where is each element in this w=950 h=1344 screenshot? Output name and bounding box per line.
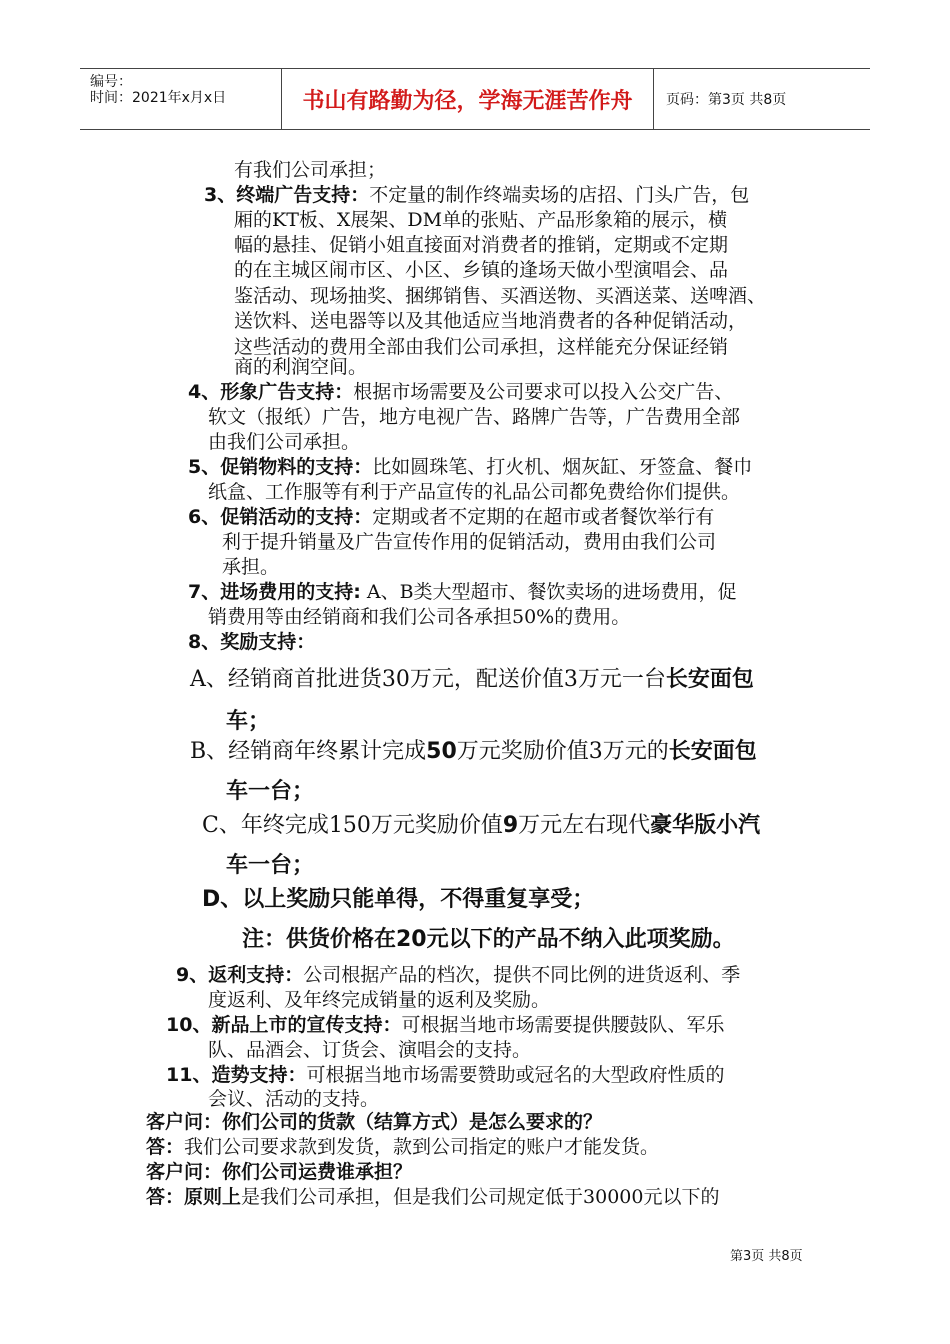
reward-c-highlight: 豪华版小汽 [650, 813, 761, 838]
item-9-line: 公司根据产品的档次，提供不同比例的进货返利、季 [303, 964, 741, 986]
answer-1 [146, 1135, 659, 1161]
item-6-title: 6、促销活动的支持： [188, 506, 373, 528]
header-motto: 书山有路勤为径，学海无涯苦作舟 [282, 69, 654, 129]
reward-b-text: B、经销商年终累计完成 [190, 739, 427, 764]
item-3 [204, 183, 749, 209]
item-11-line: 会议、活动的支持。 [208, 1088, 380, 1110]
item-11 [166, 1063, 724, 1089]
answer-2-text: 是我们公司承担，但是我们公司规定低于30000元以下的 [241, 1186, 720, 1208]
reward-d [202, 886, 594, 914]
reward-c-cont [226, 852, 314, 880]
item-9 [176, 963, 740, 989]
reward-b-highlight: 车一台； [226, 779, 315, 804]
reward-note-text: 注：供货价格在20元以下的产品不纳入此项奖励。 [242, 927, 735, 952]
reward-a-cont [226, 708, 270, 736]
item-3-line: 送饮料、送电器等以及其他适应当地消费者的各种促销活动， [234, 310, 748, 332]
reward-b-amount: 50 [426, 739, 457, 764]
reward-c-amount: 9 [502, 813, 519, 838]
question-1 [146, 1110, 602, 1136]
reward-a-text: A、经销商首批进货30万元，配送价值3万元一台 [190, 667, 666, 692]
item-5-line: 纸盒、工作服等有利于产品宣传的礼品公司都免费给你们提供。 [208, 481, 741, 503]
item-8 [188, 630, 315, 656]
item-11-title: 11、造势支持： [166, 1064, 307, 1086]
item-3-line: 商的利润空间。 [234, 356, 368, 378]
question-1-text: 客户问：你们公司的货款（结算方式）是怎么要求的？ [146, 1111, 603, 1133]
document-number-label: 编号： [90, 74, 132, 90]
question-2 [146, 1160, 412, 1186]
item-5-line: 比如圆珠笔、打火机、烟灰缸、牙签盒、餐巾 [372, 456, 753, 478]
item-4-line: 由我们公司承担。 [208, 431, 361, 453]
reward-b [190, 738, 757, 766]
header-page-label: 页码：第3页 共8页 [666, 92, 787, 108]
item-7 [188, 580, 737, 606]
page-footer: 第3页 共8页 [730, 1249, 803, 1264]
item-9-line: 度返利、及年终完成销量的返利及奖励。 [208, 989, 551, 1011]
item-4-line: 软文（报纸）广告，地方电视广告、路牌广告等，广告费用全部 [208, 406, 741, 428]
item-3-line: 这些活动的费用全部由我们公司承担，这样能充分保证经销 [234, 336, 729, 358]
item-3-line: 厢的KT板、X展架、DM单的张贴、产品形象箱的展示，横 [234, 209, 728, 231]
item-7-title: 7、进场费用的支持: [188, 581, 361, 603]
item-3-line: 幅的悬挂、促销小姐直接面对消费者的推销，定期或不定期 [234, 234, 729, 256]
item-4-line: 根据市场需要及公司要求可以投入公交广告、 [353, 381, 734, 403]
reward-d-text: D、以上奖励只能单得，不得重复享受； [202, 887, 595, 912]
question-2-text: 客户问：你们公司运费谁承担？ [146, 1161, 413, 1183]
item-6-line: 定期或者不定期的在超市或者餐饮举行有 [372, 506, 715, 528]
item-5-title: 5、促销物料的支持： [188, 456, 373, 478]
item-3-line: 的在主城区闹市区、小区、乡镇的逢场天做小型演唱会、品 [234, 259, 729, 281]
reward-b-text: 万元奖励价值3万元的 [456, 739, 669, 764]
answer-2-label: 答：原则上 [146, 1186, 242, 1208]
answer-1-text: 我们公司要求款到发货，款到公司指定的账户才能发货。 [184, 1136, 660, 1158]
item-10-line: 队、品酒会、订货会、演唱会的支持。 [208, 1039, 532, 1061]
item-10-title: 10、新品上市的宣传支持： [166, 1014, 402, 1036]
page-header [80, 68, 870, 130]
document-date-label: 时间：2021年x月x日 [90, 90, 227, 106]
item-3-line: 不定量的制作终端卖场的店招、门头广告，包 [369, 184, 750, 206]
paragraph-continuation: 有我们公司承担； [234, 159, 387, 181]
item-8-title: 8、奖励支持： [188, 631, 316, 653]
item-3-line: 鉴活动、现场抽奖、捆绑销售、买酒送物、买酒送菜、送啤酒、 [234, 285, 767, 307]
item-5 [188, 455, 752, 481]
item-6-line: 利于提升销量及广告宣传作用的促销活动，费用由我们公司 [222, 531, 717, 553]
item-3-title: 3、终端广告支持： [204, 184, 370, 206]
answer-1-label: 答： [146, 1136, 185, 1158]
item-6 [188, 505, 714, 531]
item-11-line: 可根据当地市场需要赞助或冠名的大型政府性质的 [306, 1064, 725, 1086]
reward-c [202, 812, 760, 840]
item-10 [166, 1013, 724, 1039]
item-4 [188, 380, 733, 406]
reward-c-text: 万元左右现代 [518, 813, 651, 838]
header-meta-cell [80, 69, 282, 129]
answer-2 [146, 1185, 719, 1211]
item-6-line: 承担。 [222, 556, 280, 578]
item-9-title: 9、返利支持： [176, 964, 304, 986]
reward-c-highlight: 车一台； [226, 853, 315, 878]
reward-a-highlight: 长安面包 [665, 667, 754, 692]
item-7-line: A、B类大型超市、餐饮卖场的进场费用，促 [360, 581, 737, 603]
reward-note [242, 926, 735, 954]
item-10-line: 可根据当地市场需要提供腰鼓队、军乐 [401, 1014, 725, 1036]
reward-c-text: C、年终完成150万元奖励价值 [202, 813, 503, 838]
item-7-line: 销费用等由经销商和我们公司各承担50%的费用。 [208, 606, 631, 628]
reward-b-highlight: 长安面包 [668, 739, 757, 764]
item-4-title: 4、形象广告支持： [188, 381, 354, 403]
reward-a [190, 666, 754, 694]
reward-a-highlight: 车； [226, 709, 271, 734]
reward-b-cont [226, 778, 314, 806]
